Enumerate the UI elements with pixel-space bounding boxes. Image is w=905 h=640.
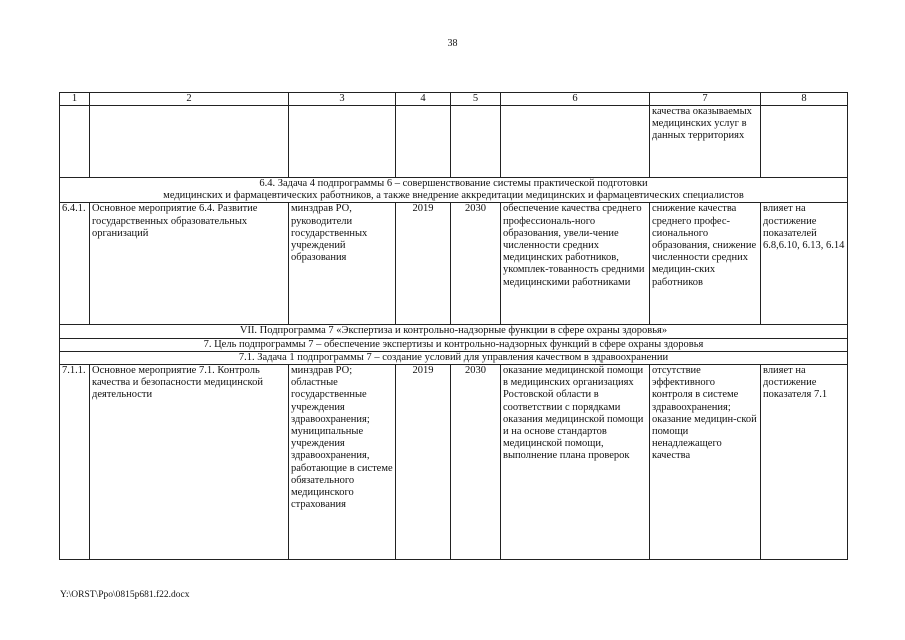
task-7-1-row <box>60 351 848 364</box>
cont-consequence-cell: качества оказываемых медицинских услуг в данных территориях <box>650 106 761 178</box>
continued-row <box>60 106 848 178</box>
expected-result: оказание медицинской помощи в медицинских организациях Ростовской области в соответствии с порядками оказания медицинской помощи и на основе стандартов медицинской помощи, выполнение плана проверок <box>501 365 650 560</box>
task-6-4-row <box>60 178 848 203</box>
header-col-7: 7 <box>650 93 761 106</box>
executor: минздрав РО, руководители государственных учреждений образования <box>289 203 396 325</box>
task-6-4-line1: 6.4. Задача 4 подпрограммы 6 – совершенствование системы практической подготовки <box>259 178 648 189</box>
header-col-1: 1 <box>60 93 90 106</box>
header-col-5: 5 <box>451 93 501 106</box>
consequence: отсутствие эффективного контроля в системе здравоохранения; оказание медицин-ской помощи ненадлежащего качества <box>650 365 761 560</box>
header-col-3: 3 <box>289 93 396 106</box>
table-row-6-4-1 <box>60 203 848 325</box>
end-year: 2030 <box>451 365 501 560</box>
measure-name: Основное мероприятие 7.1. Контроль качества и безопасности медицинской деятельности <box>90 365 289 560</box>
executor: минздрав РО; областные государственные учреждения здравоохранения; муниципальные учреждения здравоохранения, работающие в системе обязательного медицинского страхования <box>289 365 396 560</box>
header-col-2: 2 <box>90 93 289 106</box>
task-6-4-heading <box>60 178 848 203</box>
header-col-8: 8 <box>761 93 848 106</box>
indicator-link: влияет на достижение показателя 7.1 <box>761 365 848 560</box>
task-7-1-heading: 7.1. Задача 1 подпрограммы 7 – создание условий для управления качеством в здравоохранении <box>60 351 848 364</box>
table-row-7-1-1 <box>60 365 848 560</box>
end-year: 2030 <box>451 203 501 325</box>
header-col-6: 6 <box>501 93 650 106</box>
goal-7-row <box>60 338 848 351</box>
measure-name: Основное мероприятие 6.4. Развитие государственных образовательных организаций <box>90 203 289 325</box>
start-year: 2019 <box>396 203 451 325</box>
header-row <box>60 93 848 106</box>
footer-file-path: Y:\ORST\Ppo\0815p681.f22.docx <box>60 590 190 600</box>
row-number: 6.4.1. <box>60 203 90 325</box>
subprogram-7-heading: VII. Подпрограмма 7 «Экспертиза и контрольно-надзорные функции в сфере охраны здоровья» <box>60 325 848 338</box>
page-number: 38 <box>447 38 458 49</box>
task-6-4-line2: медицинских и фармацевтических работников, а также внедрение аккредитации медицинских и фармацевтических специалистов <box>163 190 744 202</box>
program-table <box>59 92 848 560</box>
header-col-4: 4 <box>396 93 451 106</box>
indicator-link: влияет на достижение показателей 6.8,6.10, 6.13, 6.14 <box>761 203 848 325</box>
subprogram-7-row <box>60 325 848 338</box>
expected-result: обеспечение качества среднего профессиональ-ного образования, увели-чение численности средних медицинских работников, укомплек-тованность средними медицинскими работниками <box>501 203 650 325</box>
goal-7-heading: 7. Цель подпрограммы 7 – обеспечение экспертизы и контрольно-надзорных функций в сфере охраны здоровья <box>60 338 848 351</box>
row-number: 7.1.1. <box>60 365 90 560</box>
consequence: снижение качества среднего профес-сионального образования, снижение численности средних медицин-ских работников <box>650 203 761 325</box>
start-year: 2019 <box>396 365 451 560</box>
